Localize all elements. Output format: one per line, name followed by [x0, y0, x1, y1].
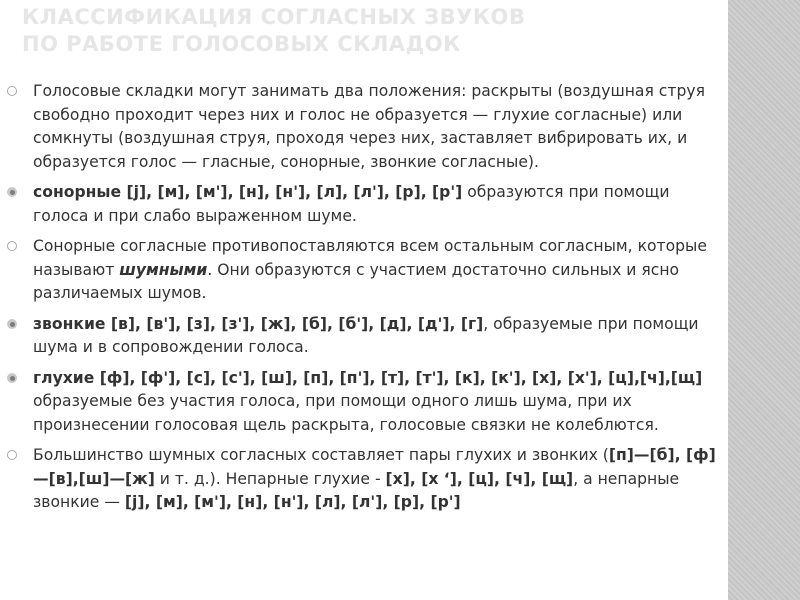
bullet-icon	[5, 371, 19, 385]
bullet-bold-italic-text: шумными	[119, 260, 208, 279]
bullet-item-sonorants	[0, 181, 728, 228]
slide-title-line-1: КЛАССИФИКАЦИЯ СОГЛАСНЫХ ЗВУКОВ	[22, 5, 526, 29]
slide-title	[22, 4, 722, 58]
bullet-bold-unpaired-voiced: [j], [м], [м'], [н], [н'], [л], [л'], [р], [р']	[124, 493, 461, 511]
bullet-item-vocal-folds	[0, 80, 728, 174]
bullet-text-mid: и т. д.). Непарные глухие -	[154, 469, 386, 488]
bullet-text-before: Сонорные согласные противопоставляются всем остальным согласным, которые называют	[33, 237, 707, 279]
bullet-list	[0, 80, 728, 522]
bullet-icon	[5, 239, 19, 253]
bullet-item-voiceless	[0, 367, 728, 438]
bullet-text: Голосовые складки могут занимать два положения: раскрыты (воздушная струя свободно проходит через них и голос не образуется — глухие согласные) или сомкнуты (воздушная струя, проходя через них, заставляет вибрировать их, и образуется голос — гласные, сонорные, звонкие согласные).	[33, 82, 705, 171]
bullet-text: образуются при помощи голоса и при слабо выраженном шуме.	[33, 183, 670, 225]
bullet-icon	[5, 185, 19, 199]
bullet-icon	[5, 317, 19, 331]
bullet-bold-unpaired-voiceless: [х], [х ‘], [ц], [ч], [щ]	[385, 469, 574, 488]
bullet-item-voiced	[0, 313, 728, 360]
bullet-bold-pairs: [п]—[б], [ф]—[в],[ш]—[ж]	[33, 446, 716, 488]
bullet-icon	[5, 448, 19, 462]
bullet-text-before: Большинство шумных согласных составляет пары глухих и звонких (	[33, 446, 609, 464]
slide-title-line-2: ПО РАБОТЕ ГОЛОСОВЫХ СКЛАДОК	[22, 32, 461, 56]
bullet-bold-text: звонкие [в], [в'], [з], [з'], [ж], [б], [б'], [д], [д'], [г]	[33, 314, 484, 333]
bullet-text: , образуемые при помощи шума и в сопровождении голоса.	[33, 314, 699, 356]
bullet-bold-text: глухие [ф], [ф'], [с], [с'], [ш], [п], [п'], [т], [т'], [к], [к'], [х], [х'], [ц],[ч],[щ]	[33, 368, 703, 387]
bullet-text-after: . Они образуются с участием достаточно сильных и ясно различаемых шумов.	[33, 260, 680, 302]
bullet-icon	[5, 84, 19, 98]
bullet-text: образуемые без участия голоса, при помощи одного лишь шума, при их произнесении голосовая щель раскрыта, голосовые связки не колеблются.	[33, 392, 659, 434]
bullet-item-noisy	[0, 235, 728, 306]
bullet-item-pairs	[0, 444, 728, 515]
bullet-bold-text: сонорные [j], [м], [м'], [н], [н'], [л], [л'], [р], [р']	[33, 183, 463, 201]
decorative-side-band	[728, 0, 800, 600]
bullet-text-mid2: , а непарные звонкие —	[33, 469, 680, 511]
